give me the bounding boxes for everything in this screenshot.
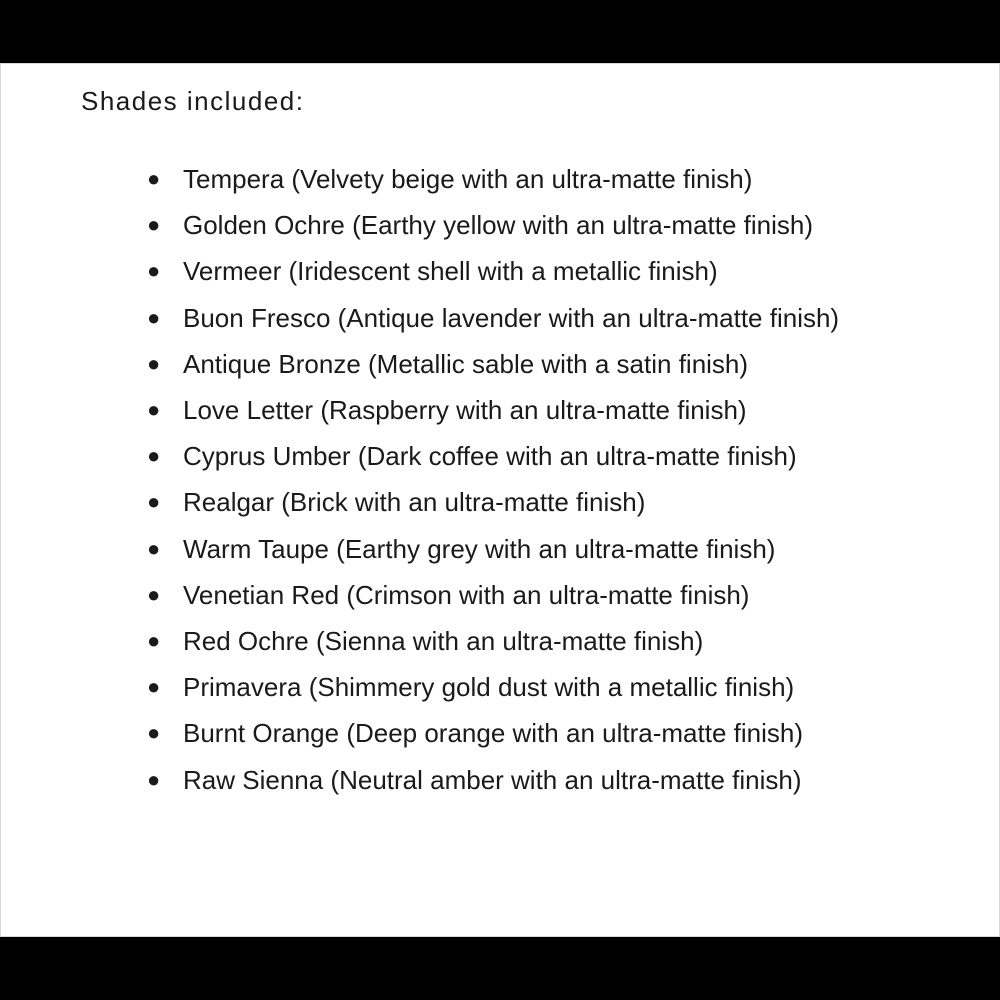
bullet-icon: ● (147, 258, 161, 284)
shade-text: Raw Sienna (Neutral amber with an ultra-matte finish) (183, 764, 802, 795)
bullet-icon: ● (147, 674, 161, 700)
shade-text: Red Ochre (Sienna with an ultra-matte finish) (183, 626, 704, 657)
bullet-icon: ● (147, 304, 161, 330)
shade-item-cyprus-umber (147, 433, 923, 479)
shade-text: Antique Bronze (Metallic sable with a satin finish) (183, 348, 749, 379)
shade-list (147, 156, 923, 803)
shade-item-antique-bronze (147, 341, 923, 387)
bullet-icon: ● (147, 489, 161, 515)
shade-text: Primavera (Shimmery gold dust with a metallic finish) (183, 672, 795, 703)
shade-item-red-ochre (147, 618, 923, 664)
bullet-icon: ● (147, 628, 161, 654)
shade-text: Burnt Orange (Deep orange with an ultra-matte finish) (183, 718, 803, 749)
shade-item-love-letter (147, 387, 923, 433)
bullet-icon: ● (147, 166, 161, 191)
shade-item-vermeer (147, 248, 923, 294)
shade-text: Realgar (Brick with an ultra-matte finish) (183, 487, 646, 518)
shade-item-golden-ochre (147, 202, 923, 248)
shade-item-warm-taupe (147, 526, 923, 572)
bullet-icon: ● (147, 350, 161, 376)
bullet-icon: ● (147, 766, 161, 792)
bullet-icon: ● (147, 720, 161, 746)
shade-item-realgar (147, 479, 923, 525)
shade-item-primavera (147, 664, 923, 710)
shade-text: Cyprus Umber (Dark coffee with an ultra-matte finish) (183, 441, 797, 472)
bullet-icon: ● (147, 443, 161, 469)
bullet-icon: ● (147, 535, 161, 561)
bullet-icon: ● (147, 397, 161, 423)
shade-item-raw-sienna (147, 757, 923, 803)
shade-text: Buon Fresco (Antique lavender with an ultra-matte finish) (183, 302, 840, 333)
section-heading: Shades included: (81, 86, 305, 116)
content-card (0, 63, 1000, 937)
shade-text: Warm Taupe (Earthy grey with an ultra-matte finish) (183, 533, 776, 564)
shade-text: Vermeer (Iridescent shell with a metallic finish) (183, 256, 718, 287)
shade-item-tempera (147, 156, 923, 202)
shade-item-burnt-orange (147, 710, 923, 756)
shade-item-buon-fresco (147, 295, 873, 341)
shade-text: Tempera (Velvety beige with an ultra-matte finish) (183, 164, 753, 194)
bullet-icon: ● (147, 581, 161, 607)
shade-item-venetian-red (147, 572, 923, 618)
shade-text: Venetian Red (Crimson with an ultra-matte finish) (183, 579, 750, 610)
bullet-icon: ● (147, 212, 161, 238)
shade-text: Golden Ochre (Earthy yellow with an ultra-matte finish) (183, 210, 814, 241)
shade-text: Love Letter (Raspberry with an ultra-matte finish) (183, 395, 747, 426)
